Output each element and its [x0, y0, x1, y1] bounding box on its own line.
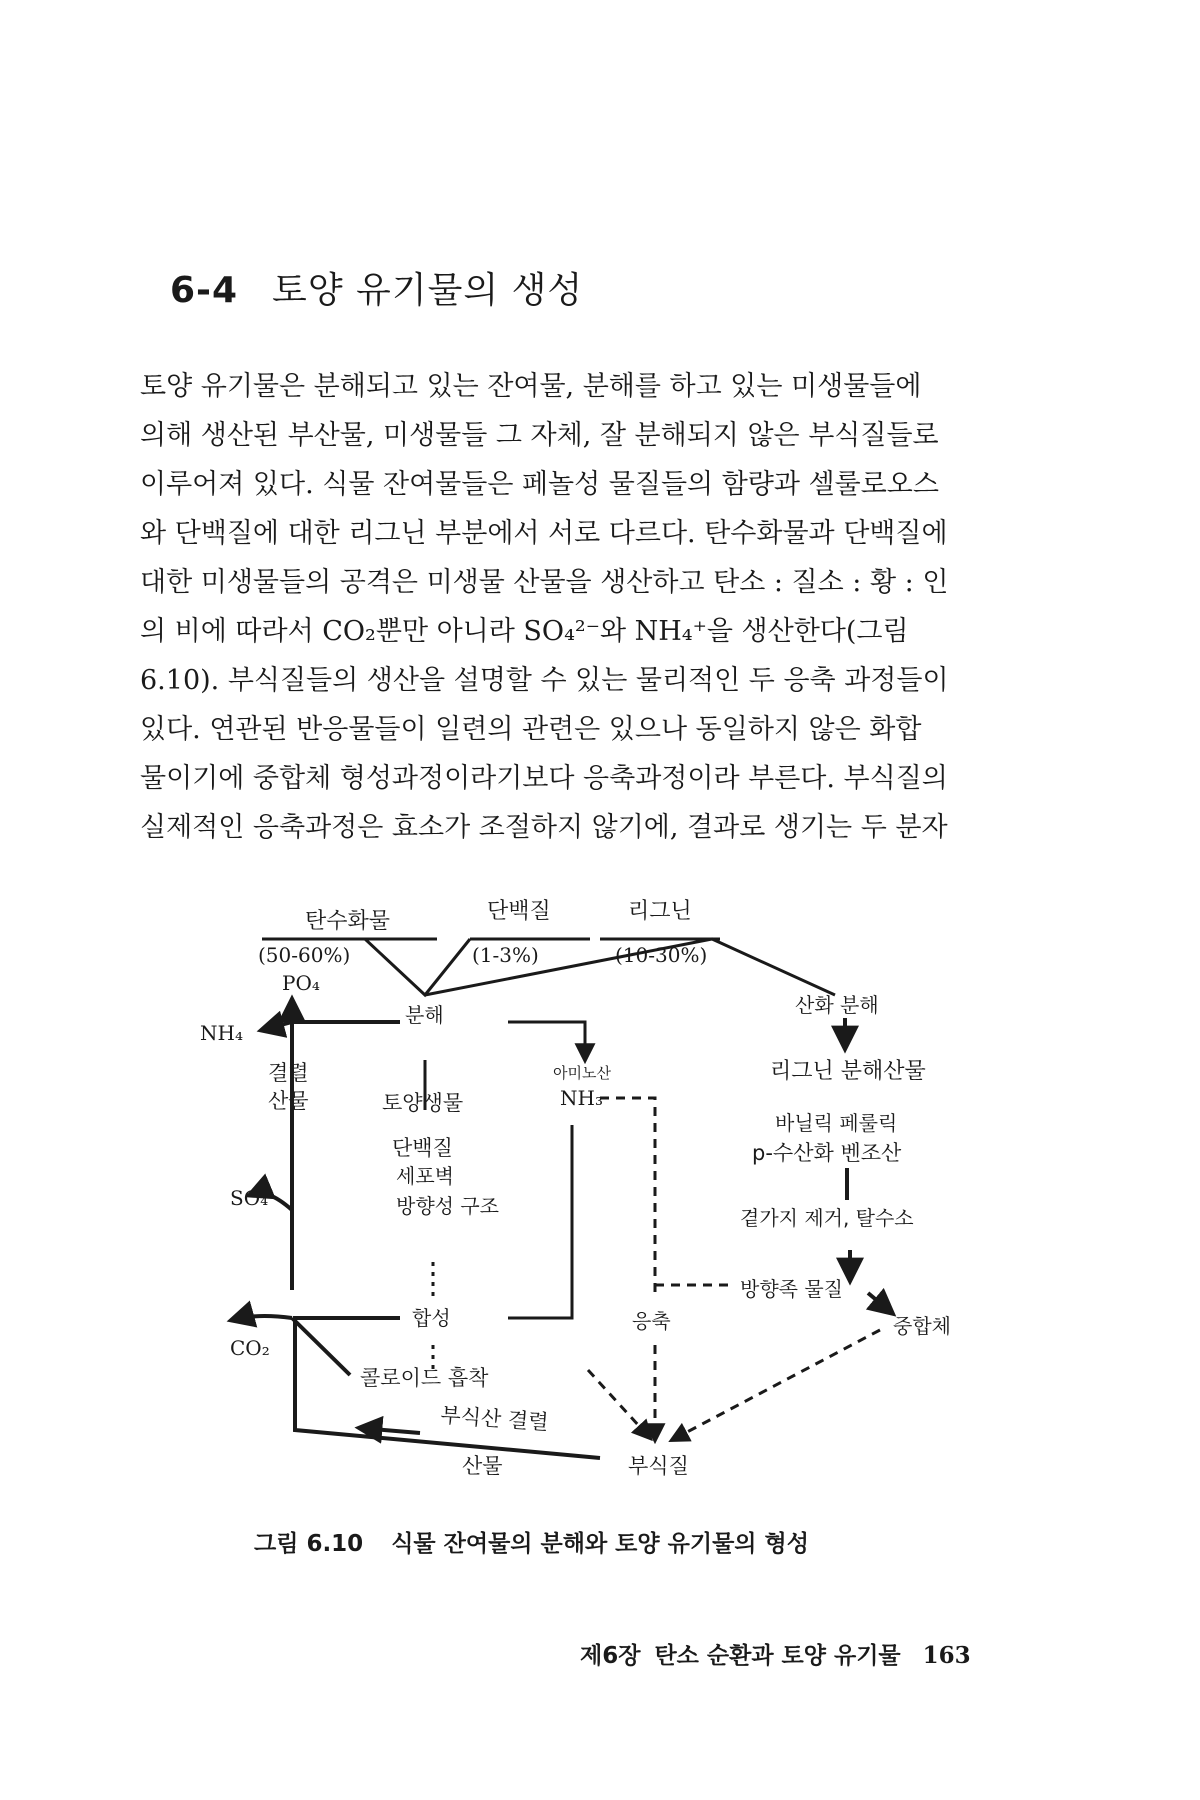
protein-label: 단백질	[487, 899, 551, 924]
carbon-dioxide-label: CO₂	[230, 1336, 270, 1360]
section-number: 6-4	[170, 270, 239, 311]
protein-percent-label: (1-3%)	[472, 943, 539, 967]
ammonium-label: NH₄	[200, 1021, 243, 1045]
mineral-product-label-1: 결렬	[268, 1061, 309, 1085]
soil-organism-label: 토양생물	[382, 1091, 464, 1115]
footer-chapter: 제6장	[580, 1643, 641, 1669]
figure-caption-text: 식물 잔여물의 분해와 토양 유기물의 형성	[391, 1531, 809, 1557]
ammonia-label: NH₃	[560, 1086, 603, 1110]
synthesis-label: 합성	[412, 1306, 451, 1330]
condensation-label: 응축	[632, 1309, 671, 1333]
soil-protein-label: 단백질	[392, 1136, 453, 1160]
body-line: 대한 미생물들의 공격은 미생물 산물을 생산하고 탄소 : 질소 : 황 : 인	[140, 567, 949, 598]
lignin-percent-label: (10-30%)	[615, 943, 708, 967]
figure-number: 그림 6.10	[254, 1531, 364, 1557]
carbohydrate-label: 탄수화물	[305, 909, 391, 934]
humus-label: 부식질	[628, 1454, 689, 1478]
cell-wall-label: 세포벽	[396, 1164, 454, 1188]
humic-byproduct-label-1: 부식산 결렬	[439, 1403, 550, 1435]
body-line: 있다. 연관된 반응물들이 일련의 관련은 있으나 동일하지 않은 화합	[140, 714, 922, 745]
oxidative-decomposition-label: 산화 분해	[795, 993, 879, 1017]
body-line: 6.10). 부식질들의 생산을 설명할 수 있는 물리적인 두 응축 과정들이	[140, 665, 949, 696]
amino-acid-label: 아미노산	[553, 1064, 611, 1082]
lignin-label: 리그닌	[628, 899, 692, 924]
body-line: 실제적인 응축과정은 효소가 조절하지 않기에, 결과로 생기는 두 분자	[140, 812, 948, 843]
polymer-label: 중합체	[893, 1314, 951, 1338]
side-chain-removal-label: 곁가지 제거, 탈수소	[740, 1206, 914, 1230]
colloid-adsorption-label: 콜로이드 흡착	[360, 1366, 489, 1390]
aromatic-matter-label: 방향족 물질	[740, 1277, 843, 1301]
body-line: 와 단백질에 대한 리그닌 부분에서 서로 다르다. 탄수화물과 단백질에	[140, 518, 948, 549]
page-footer	[580, 1637, 971, 1670]
hydroxybenzoic-label: p-수산화 벤조산	[752, 1141, 902, 1165]
decomposition-label: 분해	[405, 1003, 444, 1027]
body-line: 의해 생산된 부산물, 미생물들 그 자체, 잘 분해되지 않은 부식질들로	[140, 420, 939, 451]
lignin-products-label: 리그닌 분해산물	[770, 1059, 926, 1084]
humic-byproduct-label-2: 산물	[462, 1454, 503, 1478]
body-line: 물이기에 중합체 형성과정이라기보다 응축과정이라 부른다. 부식질의	[140, 763, 948, 794]
aromatic-structure-label: 방향성 구조	[396, 1194, 499, 1218]
body-line: 토양 유기물은 분해되고 있는 잔여물, 분해를 하고 있는 미생물들에	[140, 371, 922, 402]
vanillic-ferulic-label: 바닐릭 페룰릭	[775, 1111, 898, 1135]
footer-title: 탄소 순환과 토양 유기물	[654, 1643, 901, 1669]
body-line: 의 비에 따라서 CO₂뿐만 아니라 SO₄²⁻와 NH₄⁺을 생산한다(그림	[140, 616, 909, 647]
mineral-product-label-2: 산물	[268, 1089, 309, 1113]
figure-caption	[254, 1525, 809, 1558]
carbohydrate-percent-label: (50-60%)	[258, 943, 351, 967]
page-number: 163	[922, 1642, 971, 1669]
body-line: 이루어져 있다. 식물 잔여물들은 페놀성 물질들의 함량과 셀룰로오스	[140, 469, 939, 500]
section-title: 토양 유기물의 생성	[272, 270, 584, 311]
sulfate-label: SO₄	[230, 1186, 269, 1210]
phosphate-label: PO₄	[282, 971, 320, 995]
